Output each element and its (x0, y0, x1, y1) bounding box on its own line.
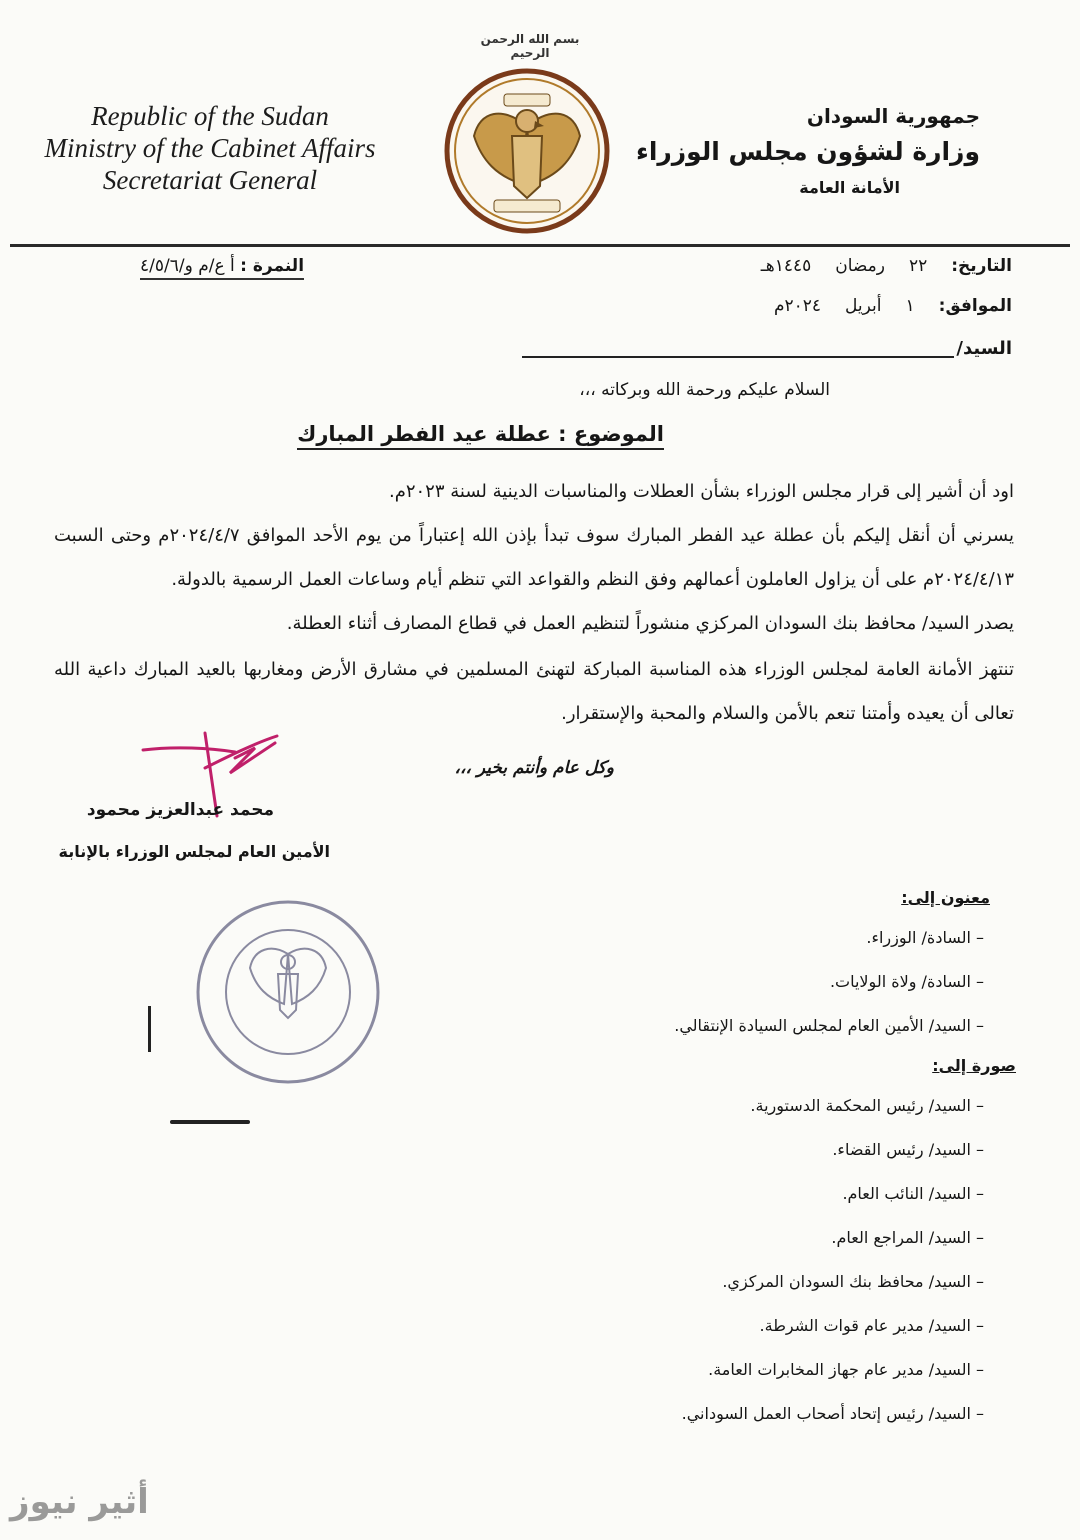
header-ar-ministry: وزارة لشؤون مجلس الوزراء (636, 137, 980, 166)
recipient-line (956, 338, 1012, 359)
header-arabic (636, 98, 980, 206)
date-day: ٢٢ (908, 256, 928, 276)
greeting: السلام عليكم ورحمة الله وبركاته ،،، (579, 380, 830, 400)
header-divider (10, 244, 1070, 247)
number-value: أ ع/م و/٤/٥/٦ (140, 256, 235, 276)
list-item: – السيد/ رئيس المحكمة الدستورية. (750, 1096, 984, 1115)
header-en-secretariat: Secretariat General (102, 165, 318, 195)
signatory-title: الأمين العام لمجلس الوزراء بالإنابة (58, 842, 330, 861)
reference-number (140, 256, 304, 280)
corresponding-date-row (774, 296, 1012, 316)
header-en-country: Republic of the Sudan (91, 101, 329, 131)
list-item: – السيد/ النائب العام. (842, 1184, 984, 1203)
list-item: – السادة/ ولاة الولايات. (829, 972, 984, 991)
header-ar-country: جمهورية السودان (806, 104, 980, 128)
paragraph-1: اود أن أشير إلى قرار مجلس الوزراء بشأن العطلات والمناسبات الدينية لسنة ٢٠٢٣م. (388, 481, 1014, 502)
corr-year: ٢٠٢٤م (773, 296, 822, 316)
margin-mark (170, 1120, 250, 1124)
recipient-label: السيد/ (956, 338, 1012, 359)
list-item: – السيد/ مدير عام جهاز المخابرات العامة. (708, 1360, 984, 1379)
margin-mark (148, 1006, 151, 1052)
list-item: – السيد/ رئيس إتحاد أصحاب العمل السوداني. (681, 1404, 984, 1423)
official-stamp (192, 896, 384, 1088)
date-month: رمضان (835, 256, 885, 276)
header-ar-secretariat: الأمانة العامة (799, 178, 900, 197)
paragraph-3: يصدر السيد/ محافظ بنك السودان المركزي منشوراً لتنظيم العمل في قطاع المصارف أثناء العطلة. (286, 613, 1014, 634)
number-label: النمرة : (240, 256, 305, 276)
subject-line: الموضوع : عطلة عيد الفطر المبارك (297, 422, 664, 450)
list-item: – السيد/ رئيس القضاء. (832, 1140, 984, 1159)
date-year: ١٤٤٥هـ (760, 256, 812, 276)
news-watermark-logo: أثير نيوز (10, 1482, 149, 1522)
list-item: – السيد/ محافظ بنك السودان المركزي. (722, 1272, 984, 1291)
copies-heading: صورة إلى: (932, 1056, 1016, 1075)
paragraph-2: يسرني أن أنقل إليكم بأن عطلة عيد الفطر المبارك سوف تبدأ بإذن الله إعتباراً من يوم الأحد الموافق ٢٠٢٤/٤/٧م وحتى السبت ٢٠٢٤/٤/١٣م على أن يزاول العاملون أعمالهم وفق النظم والقواعد التي تنظم أيام وساعات العمل الرسمية بالدولة. (54, 525, 1014, 590)
closing-line: وكل عام وأنتم بخير ،،، (454, 758, 614, 778)
list-item: – السيد/ المراجع العام. (831, 1228, 984, 1247)
sudan-emblem-icon (442, 66, 612, 236)
corr-day: ١ (905, 296, 915, 316)
paragraph-4: تنتهز الأمانة العامة لمجلس الوزراء هذه المناسبة المباركة لتهنئ المسلمين في مشارق الأرض ومغاربها بالعيد المبارك داعية الله تعالى أن يعيده وأمتنا تنعم بالأمن والسلام والمحبة والإستقرار. (54, 659, 1014, 724)
signatory-name: محمد عبدالعزيز محمود (86, 800, 274, 820)
addressed-list (674, 916, 984, 1048)
list-item: – السيد/ الأمين العام لمجلس السيادة الإنتقالي. (674, 1016, 984, 1035)
date-label: التاريخ: (951, 256, 1012, 276)
header-english (40, 100, 380, 196)
addressed-heading: معنون إلى: (901, 888, 990, 907)
corr-month: أبريل (845, 296, 882, 316)
basmala-calligraphy: بسم الله الرحمن الرحيم (480, 32, 580, 60)
corr-label: الموافق: (938, 296, 1012, 316)
recipient-blank (522, 356, 954, 358)
date-row (761, 256, 1012, 276)
list-item: – السادة/ الوزراء. (866, 928, 984, 947)
list-item: – السيد/ مدير عام قوات الشرطة. (759, 1316, 984, 1335)
copies-list (682, 1084, 984, 1436)
header-en-ministry: Ministry of the Cabinet Affairs (44, 133, 376, 163)
